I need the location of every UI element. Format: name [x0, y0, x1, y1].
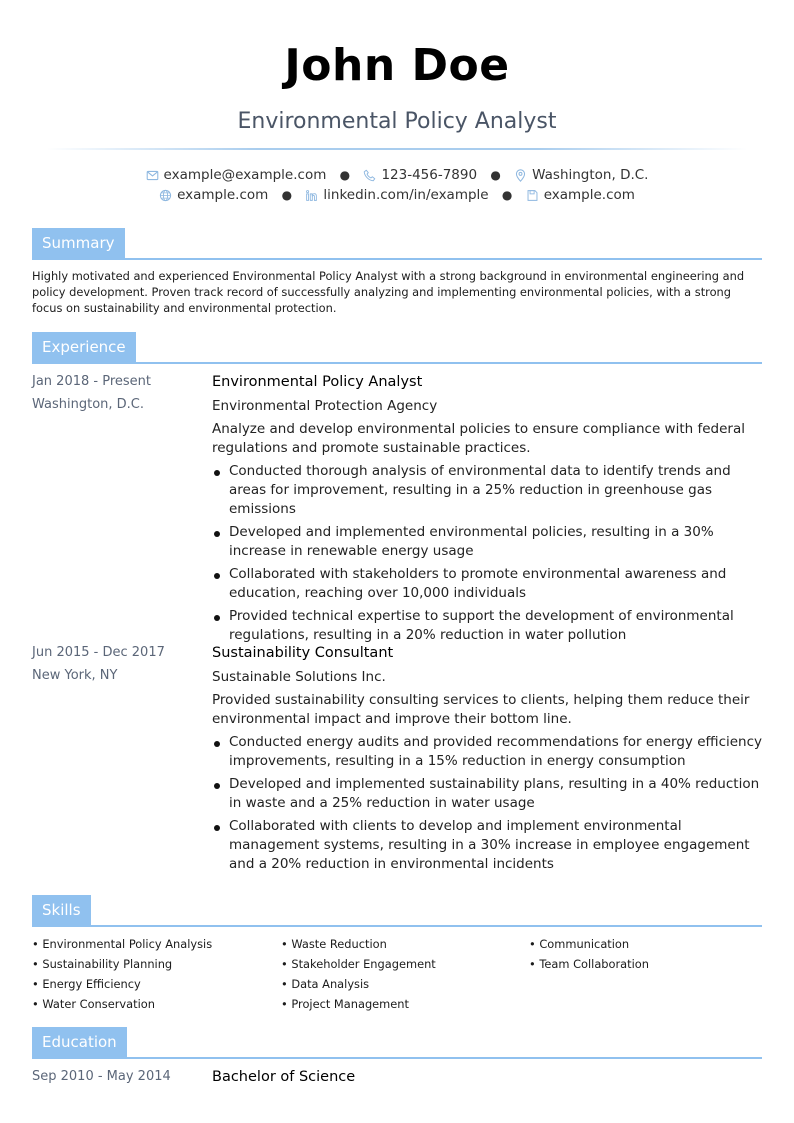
job-bullet: Developed and implemented sustainability plans, resulting in a 40% reduction in waste and a 25% reduction in water usage [212, 775, 764, 813]
contact-portfolio[interactable] [526, 186, 635, 204]
separator-dot: ● [501, 188, 513, 202]
section-rule [32, 1057, 762, 1059]
skill-item: • Water Conservation [32, 997, 155, 1011]
job-location: Washington, D.C. [32, 397, 145, 412]
separator-dot: ● [490, 168, 501, 182]
job-title: Environmental Policy Analyst [237, 109, 557, 134]
skills-column [529, 934, 649, 974]
separator-dot: ● [281, 188, 293, 202]
mail-icon [146, 169, 159, 182]
location-pin-icon [514, 169, 527, 182]
section-rule [32, 362, 762, 364]
job-bullets [212, 462, 764, 645]
skill-item: • Waste Reduction [281, 937, 387, 951]
globe-icon [159, 189, 172, 202]
job-bullets [212, 733, 764, 874]
contact-linkedin[interactable] [305, 186, 488, 204]
title-divider [47, 148, 747, 150]
job-dates: Jun 2015 - Dec 2017 [32, 645, 165, 660]
email-text: example@example.com [163, 167, 327, 183]
skill-item: • Environmental Policy Analysis [32, 937, 213, 951]
skill-item: • Communication [529, 937, 630, 951]
skill-item: • Energy Efficiency [32, 977, 141, 991]
summary-section-header [32, 228, 762, 260]
job-role: Sustainability Consultant [212, 645, 394, 661]
contact-row-secondary [0, 186, 794, 204]
job-description: Analyze and develop environmental policies to ensure compliance with federal regulations and promote sustainable practices. [212, 421, 745, 456]
portfolio-icon [526, 189, 539, 202]
job-company: Sustainable Solutions Inc. [212, 669, 386, 685]
job-bullet: Collaborated with stakeholders to promote environmental awareness and education, reaching over 10,000 individuals [212, 565, 764, 603]
job-description: Provided sustainability consulting services to clients, helping them reduce their environmental impact and improve their bottom line. [212, 692, 750, 727]
summary-text: Highly motivated and experienced Environmental Policy Analyst with a strong background in environmental engineering and policy development. Proven track record of successfully analyzing and implementing environmental policies, with a strong focus on sustainability and environmental protection. [32, 269, 745, 315]
education-heading: Education [32, 1027, 127, 1057]
contact-location [514, 166, 648, 184]
separator-dot: ● [339, 168, 351, 182]
job-company: Environmental Protection Agency [212, 398, 438, 414]
section-rule [32, 258, 762, 260]
experience-section-header [32, 332, 762, 364]
job-body [212, 373, 764, 649]
contact-website[interactable] [159, 186, 268, 204]
experience-heading: Experience [32, 332, 136, 362]
job-bullet: Developed and implemented environmental policies, resulting in a 30% increase in renewable energy usage [212, 523, 764, 561]
skills-heading: Skills [32, 895, 91, 925]
phone-text: 123-456-7890 [381, 167, 478, 183]
contact-phone[interactable] [363, 166, 477, 184]
skill-item: • Sustainability Planning [32, 957, 173, 971]
contact-email[interactable] [146, 166, 327, 184]
portfolio-text: example.com [543, 187, 635, 203]
linkedin-icon [305, 189, 318, 202]
skill-item: • Project Management [281, 997, 409, 1011]
section-rule [32, 925, 762, 927]
website-text: example.com [177, 187, 269, 203]
skill-item: • Data Analysis [281, 977, 370, 991]
skills-column [281, 934, 436, 1014]
phone-icon [363, 169, 376, 182]
summary-heading: Summary [32, 228, 125, 258]
job-location: New York, NY [32, 668, 118, 683]
skill-item: • Team Collaboration [529, 957, 649, 971]
job-role: Environmental Policy Analyst [212, 374, 423, 390]
education-degree: Bachelor of Science [212, 1069, 356, 1085]
location-text: Washington, D.C. [532, 167, 649, 183]
linkedin-text: linkedin.com/in/example [323, 187, 489, 203]
job-dates: Jan 2018 - Present [32, 374, 151, 389]
job-bullet: Conducted energy audits and provided recommendations for energy efficiency improvements, resulting in a 15% reduction in energy consumption [212, 733, 764, 771]
education-dates: Sep 2010 - May 2014 [32, 1069, 171, 1084]
skills-section-header [32, 895, 762, 927]
job-body [212, 644, 764, 878]
job-bullet: Provided technical expertise to support the development of environmental regulations, resulting in a 20% reduction in water pollution [212, 607, 764, 645]
contact-row-primary [0, 166, 794, 184]
candidate-name: John Doe [284, 40, 510, 91]
job-bullet: Conducted thorough analysis of environmental data to identify trends and areas for improvement, resulting in a 25% reduction in greenhouse gas emissions [212, 462, 764, 519]
job-bullet: Collaborated with clients to develop and implement environmental management systems, resulting in a 30% increase in employee engagement and a 20% reduction in environmental incidents [212, 817, 764, 874]
skills-column [32, 934, 212, 1014]
skill-item: • Stakeholder Engagement [281, 957, 436, 971]
education-section-header [32, 1027, 762, 1059]
